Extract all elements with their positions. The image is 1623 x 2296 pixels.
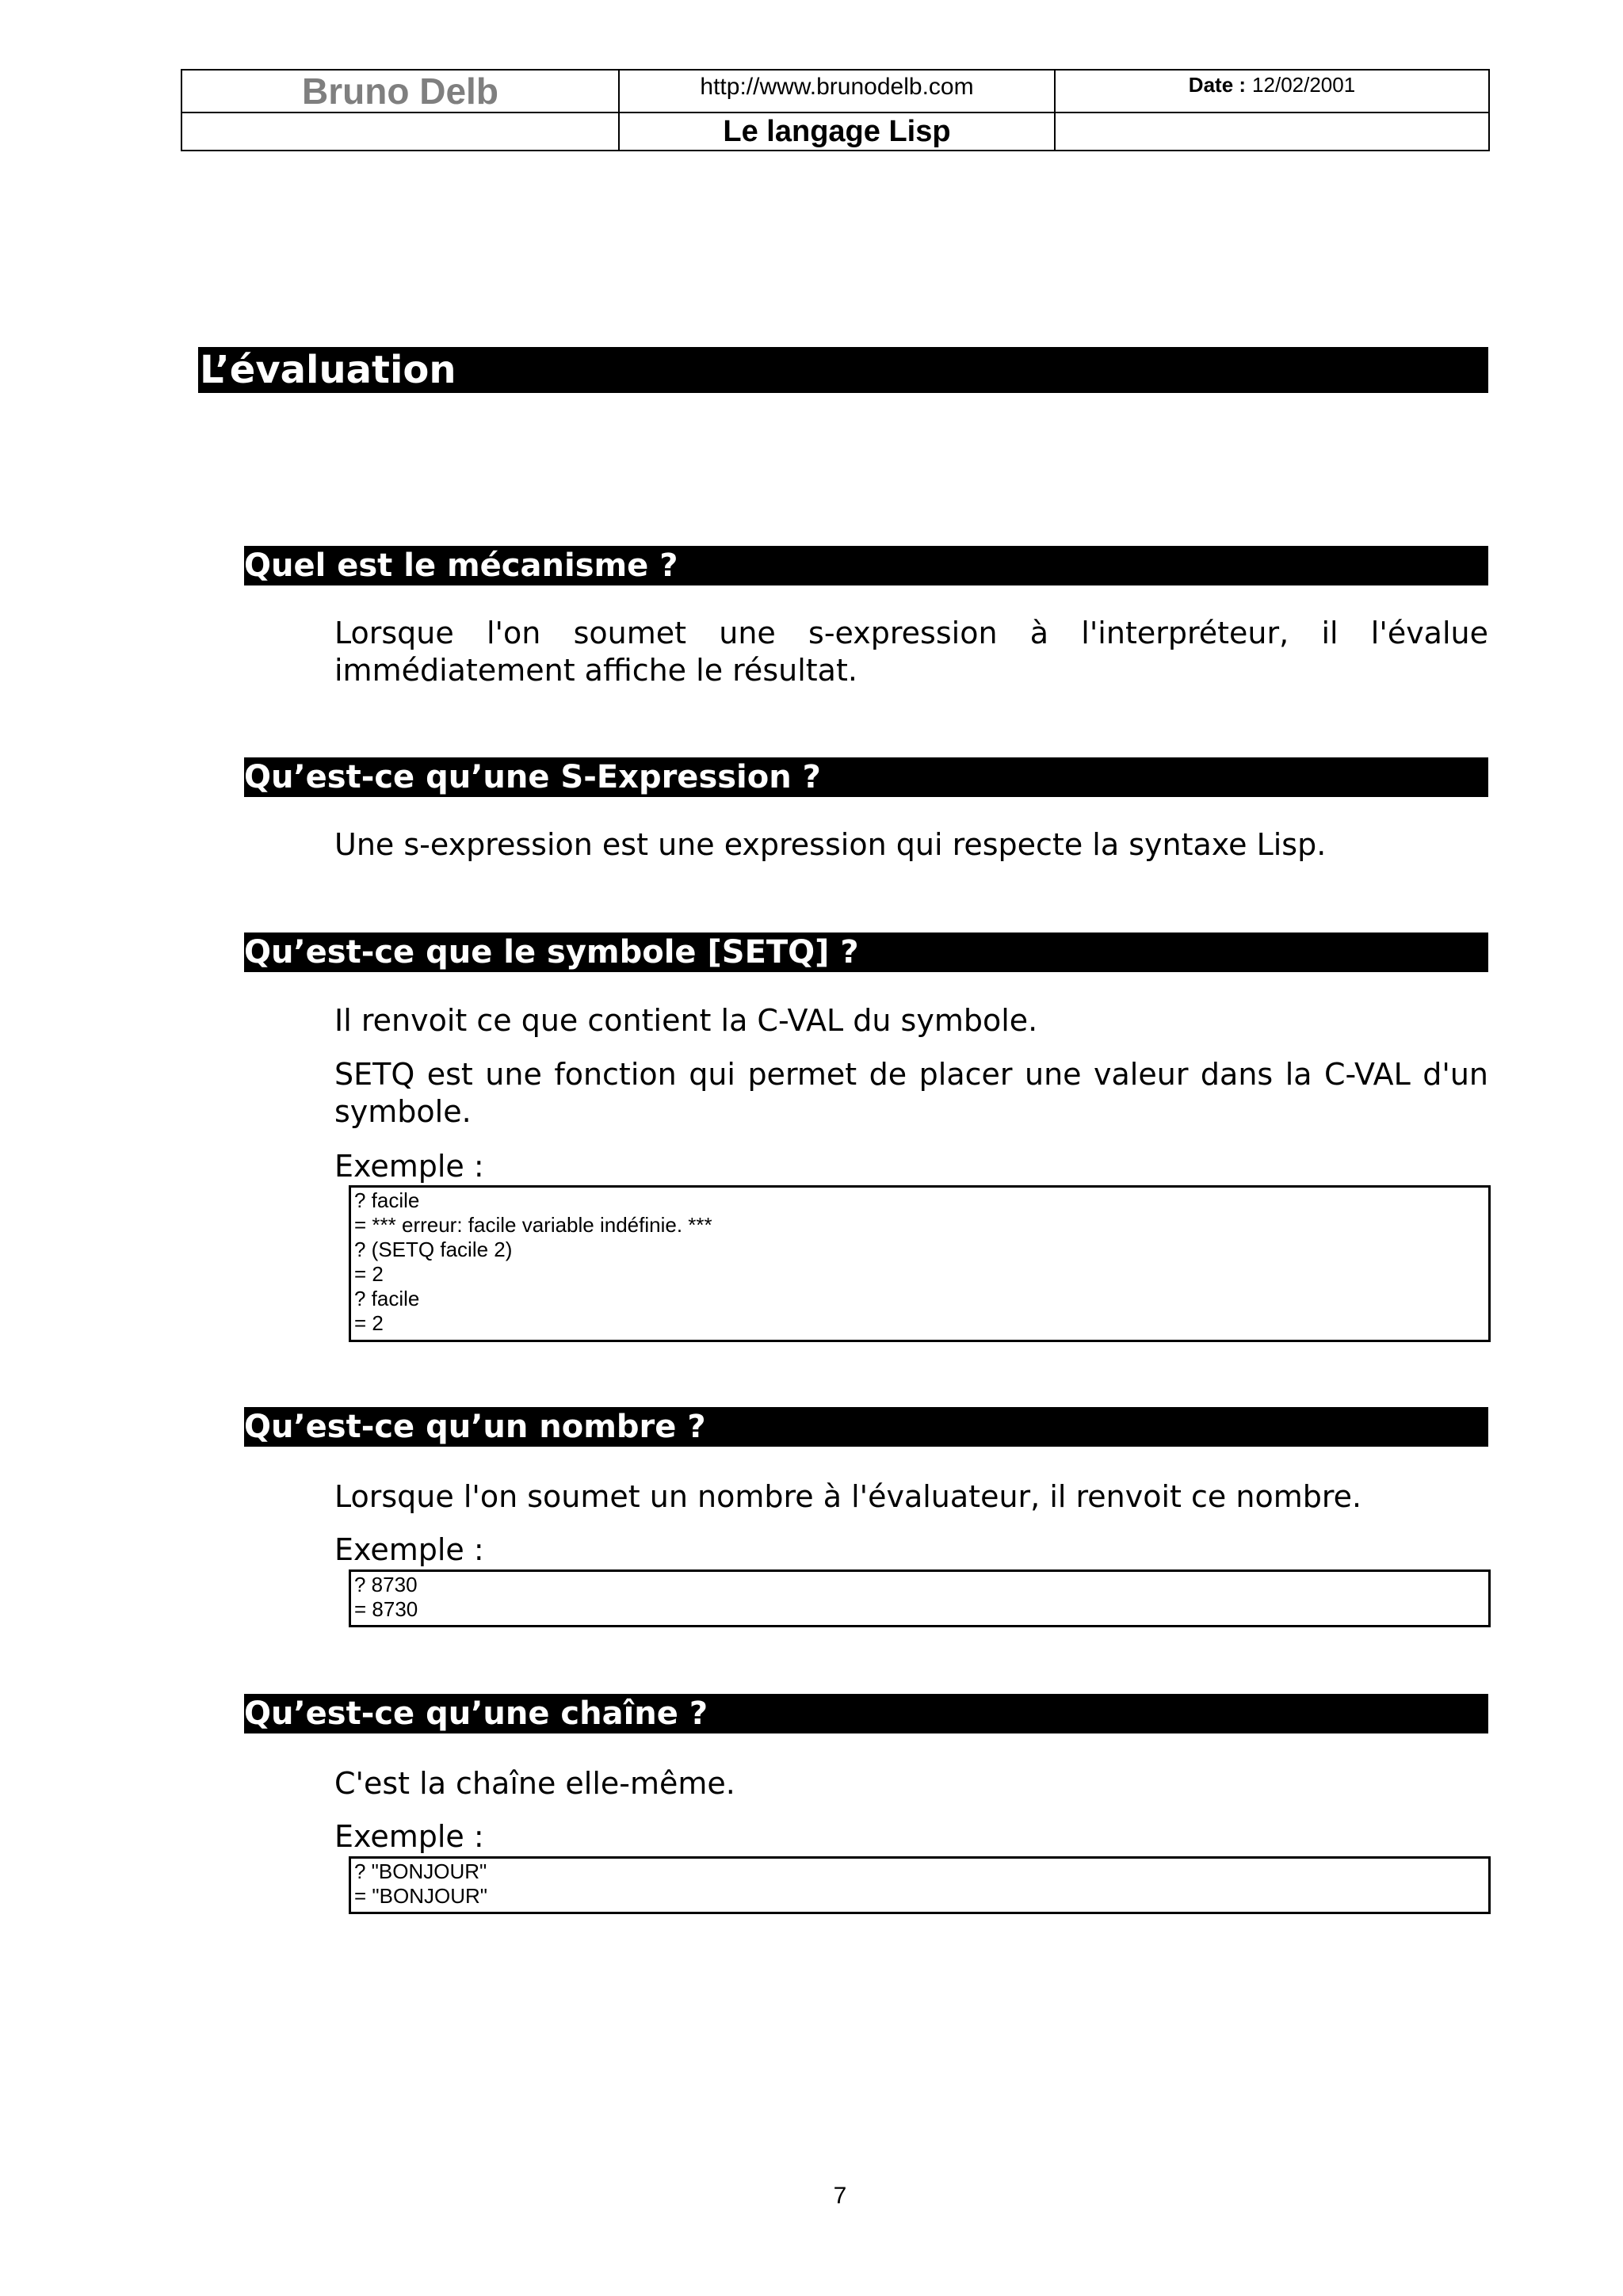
document-date	[1056, 71, 1488, 113]
section-heading: Quel est le mécanisme ?	[244, 546, 1488, 585]
code-line: = "BONJOUR"	[354, 1884, 487, 1908]
code-line: = *** erreur: facile variable indéfinie. ***	[354, 1213, 712, 1237]
code-line: ? (SETQ facile 2)	[354, 1238, 513, 1261]
section-paragraph: SETQ est une fonction qui permet de placer une valeur dans la C-VAL d'un symbole.	[334, 1057, 1488, 1129]
code-line: = 2	[354, 1311, 384, 1335]
section-paragraph: Lorsque l'on soumet un nombre à l'évaluateur, il renvoit ce nombre.	[334, 1479, 1362, 1514]
code-line: = 2	[354, 1262, 384, 1286]
header-empty-cell-right	[1056, 113, 1488, 150]
date-value: 12/02/2001	[1252, 73, 1356, 97]
code-line: ? 8730	[354, 1573, 418, 1596]
example-label: Exemple :	[334, 1149, 484, 1184]
code-line: ? facile	[354, 1188, 420, 1212]
section-heading: Qu’est-ce que le symbole [SETQ] ?	[244, 933, 1488, 972]
section-paragraph: Une s-expression est une expression qui respecte la syntaxe Lisp.	[334, 827, 1327, 862]
code-example	[349, 1856, 1491, 1914]
example-label: Exemple :	[334, 1532, 484, 1567]
page-number: 7	[833, 2183, 847, 2209]
section-paragraph: Il renvoit ce que contient la C-VAL du symbole.	[334, 1003, 1038, 1038]
code-line: ? "BONJOUR"	[354, 1859, 487, 1883]
code-example	[349, 1569, 1491, 1627]
chapter-title: L’évaluation	[198, 347, 1488, 393]
date-label: Date :	[1188, 73, 1247, 97]
section-heading: Qu’est-ce qu’une chaîne ?	[244, 1694, 1488, 1733]
code-line: = 8730	[354, 1597, 418, 1621]
website-url[interactable]: http://www.brunodelb.com	[620, 71, 1056, 113]
section-heading: Qu’est-ce qu’une S-Expression ?	[244, 757, 1488, 797]
code-line: ? facile	[354, 1287, 420, 1310]
section-heading: Qu’est-ce qu’un nombre ?	[244, 1407, 1488, 1447]
author-name: Bruno Delb	[182, 71, 620, 113]
document-title: Le langage Lisp	[620, 113, 1056, 150]
section-paragraph: Lorsque l'on soumet une s-expression à l'interpréteur, il l'évalue immédiatement affiche le résultat.	[334, 616, 1488, 688]
section-paragraph: C'est la chaîne elle-même.	[334, 1766, 735, 1801]
code-example	[349, 1185, 1491, 1342]
page-header	[181, 69, 1490, 151]
header-empty-cell-left	[182, 113, 620, 150]
example-label: Exemple :	[334, 1819, 484, 1854]
